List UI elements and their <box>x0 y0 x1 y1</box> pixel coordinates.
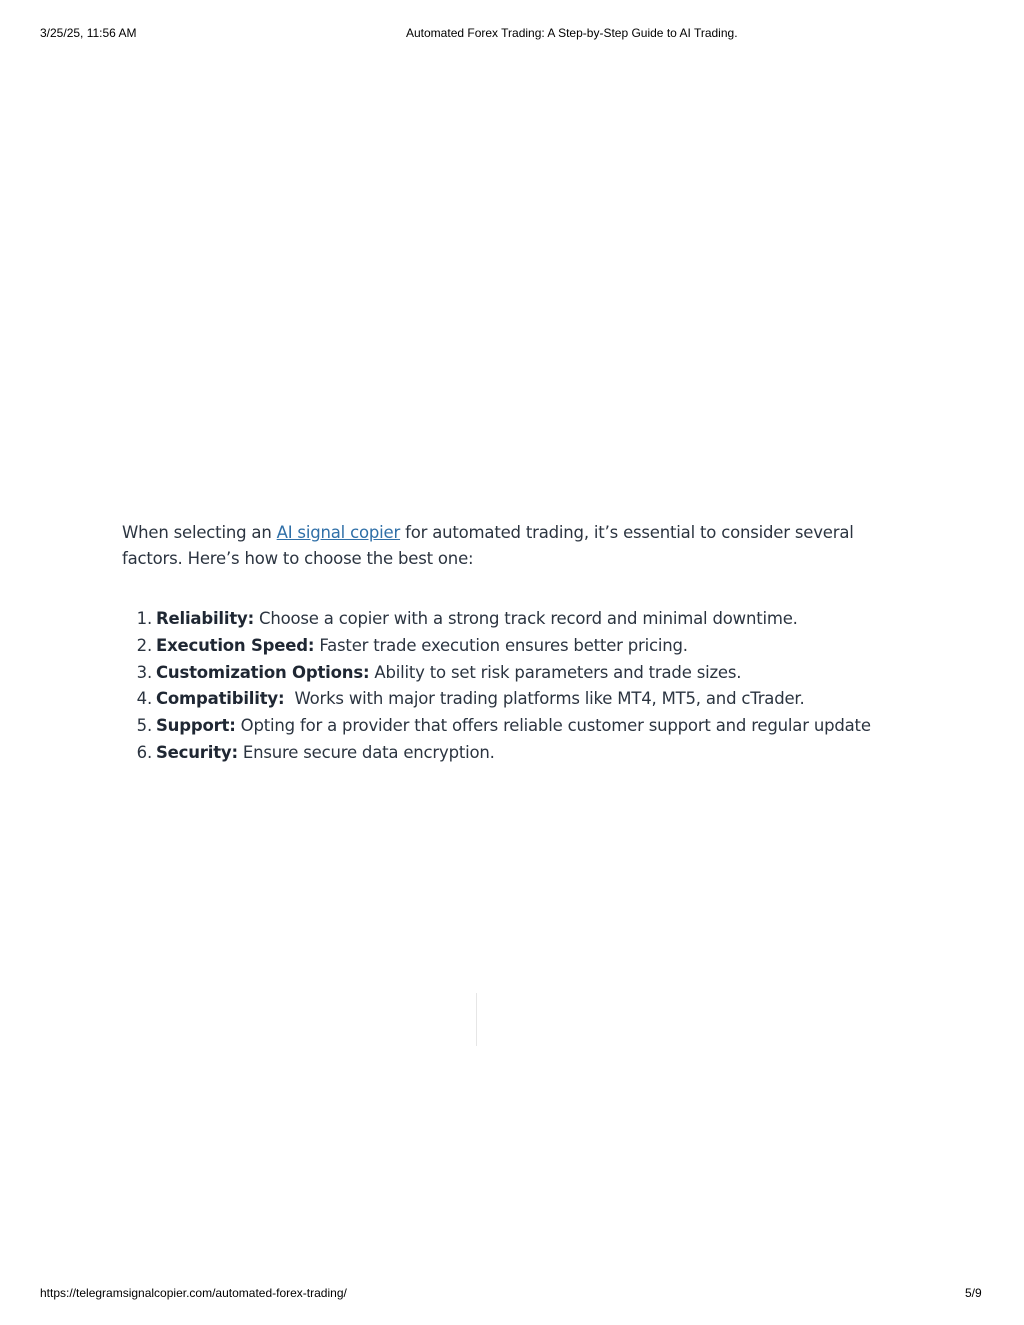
list-number: 5. <box>136 716 152 736</box>
item-text: Works with major trading platforms like MT4, MT5, and cTrader. <box>284 689 805 709</box>
item-title: Reliability: <box>156 609 254 628</box>
print-date: 3/25/25, 11:56 AM <box>40 26 137 40</box>
item-title: Execution Speed: <box>156 635 315 655</box>
list-number: 4. <box>136 689 152 709</box>
article-body <box>122 520 912 767</box>
item-text: Ensure secure data encryption. <box>237 742 495 762</box>
divider-line <box>476 993 477 1046</box>
list-number: 3. <box>136 662 152 682</box>
list-item <box>122 740 912 767</box>
item-text: Opting for a provider that offers reliable customer support and regular update <box>235 716 871 736</box>
item-title: Compatibility: <box>156 689 285 709</box>
page-number: 5/9 <box>965 1286 982 1300</box>
list-item <box>122 686 912 713</box>
ai-signal-copier-link[interactable]: AI signal copier <box>276 523 401 542</box>
item-text: Ability to set risk parameters and trade sizes. <box>369 662 742 682</box>
item-text: Faster trade execution ensures better pricing. <box>314 635 688 655</box>
item-text: Choose a copier with a strong track record and minimal downtime. <box>253 609 798 628</box>
list-item <box>122 713 912 740</box>
item-title: Security: <box>156 742 238 762</box>
list-item <box>122 660 912 687</box>
page-title: Automated Forex Trading: A Step-by-Step Guide to AI Trading. <box>406 26 738 40</box>
list-number: 6. <box>136 742 152 762</box>
page-url: https://telegramsignalcopier.com/automated-forex-trading/ <box>40 1286 347 1300</box>
item-title: Support: <box>156 716 236 736</box>
list-item <box>122 633 912 660</box>
selection-factors-list <box>122 606 912 767</box>
intro-paragraph <box>122 520 912 572</box>
list-item <box>122 606 912 633</box>
list-number: 2. <box>136 635 152 655</box>
list-number: 1. <box>136 609 152 628</box>
intro-text-start: When selecting an <box>122 523 277 542</box>
item-title: Customization Options: <box>156 662 370 682</box>
intro-text-end: for automated trading, it’s essential to consider several factors. Here’s how to choose the best one: <box>122 523 854 568</box>
